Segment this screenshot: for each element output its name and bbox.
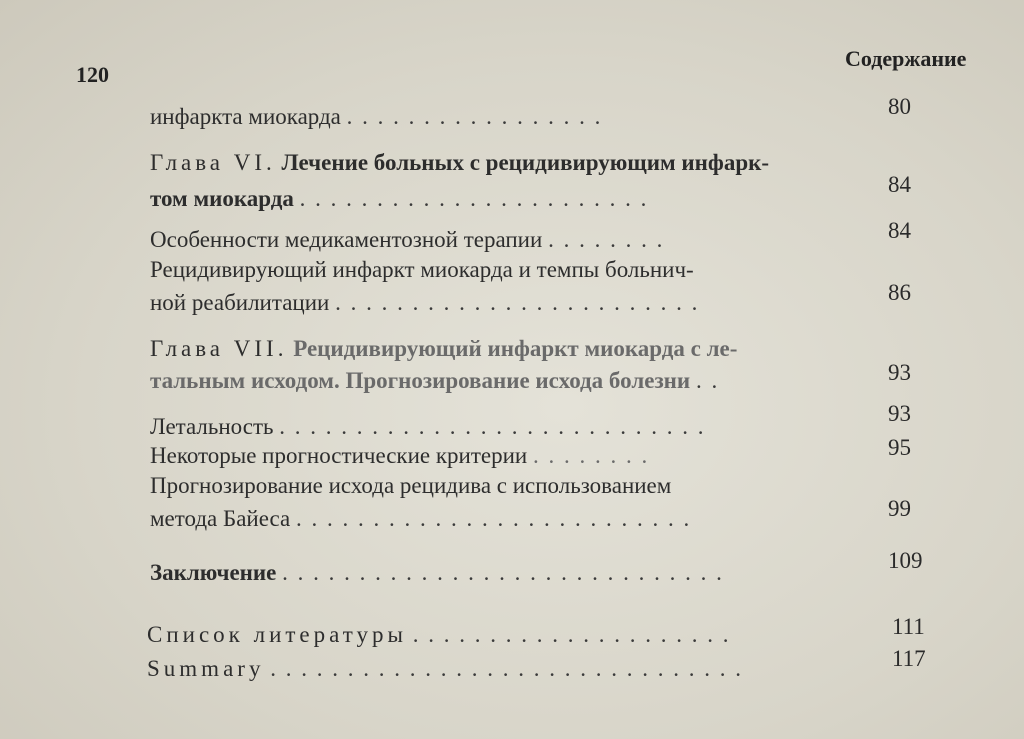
leader-dots: . . . . . . . . . . . . . . . . . . . . . . . . . .: [295, 506, 692, 531]
toc-entry: [150, 473, 671, 499]
toc-page-number: 84: [888, 218, 911, 243]
toc-entry: [147, 656, 743, 682]
toc-page-number: 95: [888, 435, 911, 460]
chapter-label: Глава VI.: [150, 150, 276, 175]
running-header: Содержание: [845, 46, 967, 71]
toc-entry-text: Особенности медикаментозной терапии: [150, 227, 543, 252]
toc-entry-text: Summary: [147, 656, 265, 681]
leader-dots: . . . . . . . . . . . . . . . . . . . . . . . .: [335, 290, 700, 315]
leader-dots: . .: [695, 368, 720, 393]
toc-page-number: 86: [888, 280, 911, 305]
leader-dots: . . . . . . . . . . . . . . . . . . . . .: [412, 622, 731, 647]
toc-entry-text: Список литературы: [147, 622, 407, 647]
leader-dots: . . . . . . . . . . . . . . . . . . . . . . . . . . . . .: [282, 560, 724, 585]
toc-page-number: 111: [892, 614, 925, 639]
leader-dots: . . . . . . . . . . . . . . . . . . . . . . .: [299, 186, 649, 211]
toc-entry-text-cont: ной реабилитации: [150, 290, 330, 315]
toc-chapter-heading: [150, 150, 769, 176]
toc-page-number: 117: [892, 646, 926, 671]
toc-entry-text: Заключение: [150, 560, 277, 585]
toc-chapter-heading-cont: [150, 186, 648, 212]
toc-page-number: 93: [888, 360, 911, 385]
toc-entry-text: Летальность: [150, 414, 274, 439]
toc-entry-text: Прогнозирование исхода рецидива с использованием: [150, 473, 672, 498]
toc-page-number: 93: [888, 401, 911, 426]
toc-entry: [150, 257, 694, 283]
toc-entry: [147, 622, 730, 648]
toc-page-number: 99: [888, 496, 911, 521]
toc-entry: [150, 227, 664, 253]
toc-chapter-heading-cont: [150, 368, 719, 394]
toc-entry-text: Рецидивирующий инфаркт миокарда и темпы больнич-: [150, 257, 694, 282]
leader-dots: . . . . . . . . . . . . . . . . . . . . . . . . . . . .: [279, 414, 706, 439]
toc-entry-text: Некоторые прогностические критерии: [150, 443, 528, 468]
toc-entry-text: инфаркта миокарда: [150, 104, 341, 129]
toc-chapter-heading: [150, 336, 737, 362]
toc-page-number: 109: [888, 548, 923, 573]
leader-dots: . . . . . . . .: [548, 227, 665, 252]
leader-dots: . . . . . . . . . . . . . . . . . . . . . . . . . . . . . . .: [270, 656, 743, 681]
toc-entry-text-cont: метода Байеса: [150, 506, 291, 531]
toc-entry: [150, 443, 649, 469]
leader-dots: . . . . . . . . . . . . . . . . .: [346, 104, 603, 129]
toc-entry: [150, 104, 602, 130]
chapter-title-cont: том миокарда: [150, 186, 294, 211]
toc-entry-cont: [150, 290, 699, 316]
toc-entry: [150, 414, 706, 440]
chapter-title-cont: тальным исходом. Прогнозирование исхода болезни: [150, 368, 691, 393]
toc-entry-cont: [150, 506, 691, 532]
toc-page-number: 80: [888, 94, 911, 119]
toc-entry: [150, 560, 724, 586]
leader-dots: . . . . . . . .: [532, 443, 650, 468]
toc-page-number: 84: [888, 172, 911, 197]
page-number: 120: [76, 62, 109, 87]
chapter-title: Лечение больных с рецидивирующим инфарк-: [281, 150, 770, 175]
chapter-label: Глава VII.: [150, 336, 288, 361]
chapter-title: Рецидивирующий инфаркт миокарда с ле-: [293, 336, 738, 361]
